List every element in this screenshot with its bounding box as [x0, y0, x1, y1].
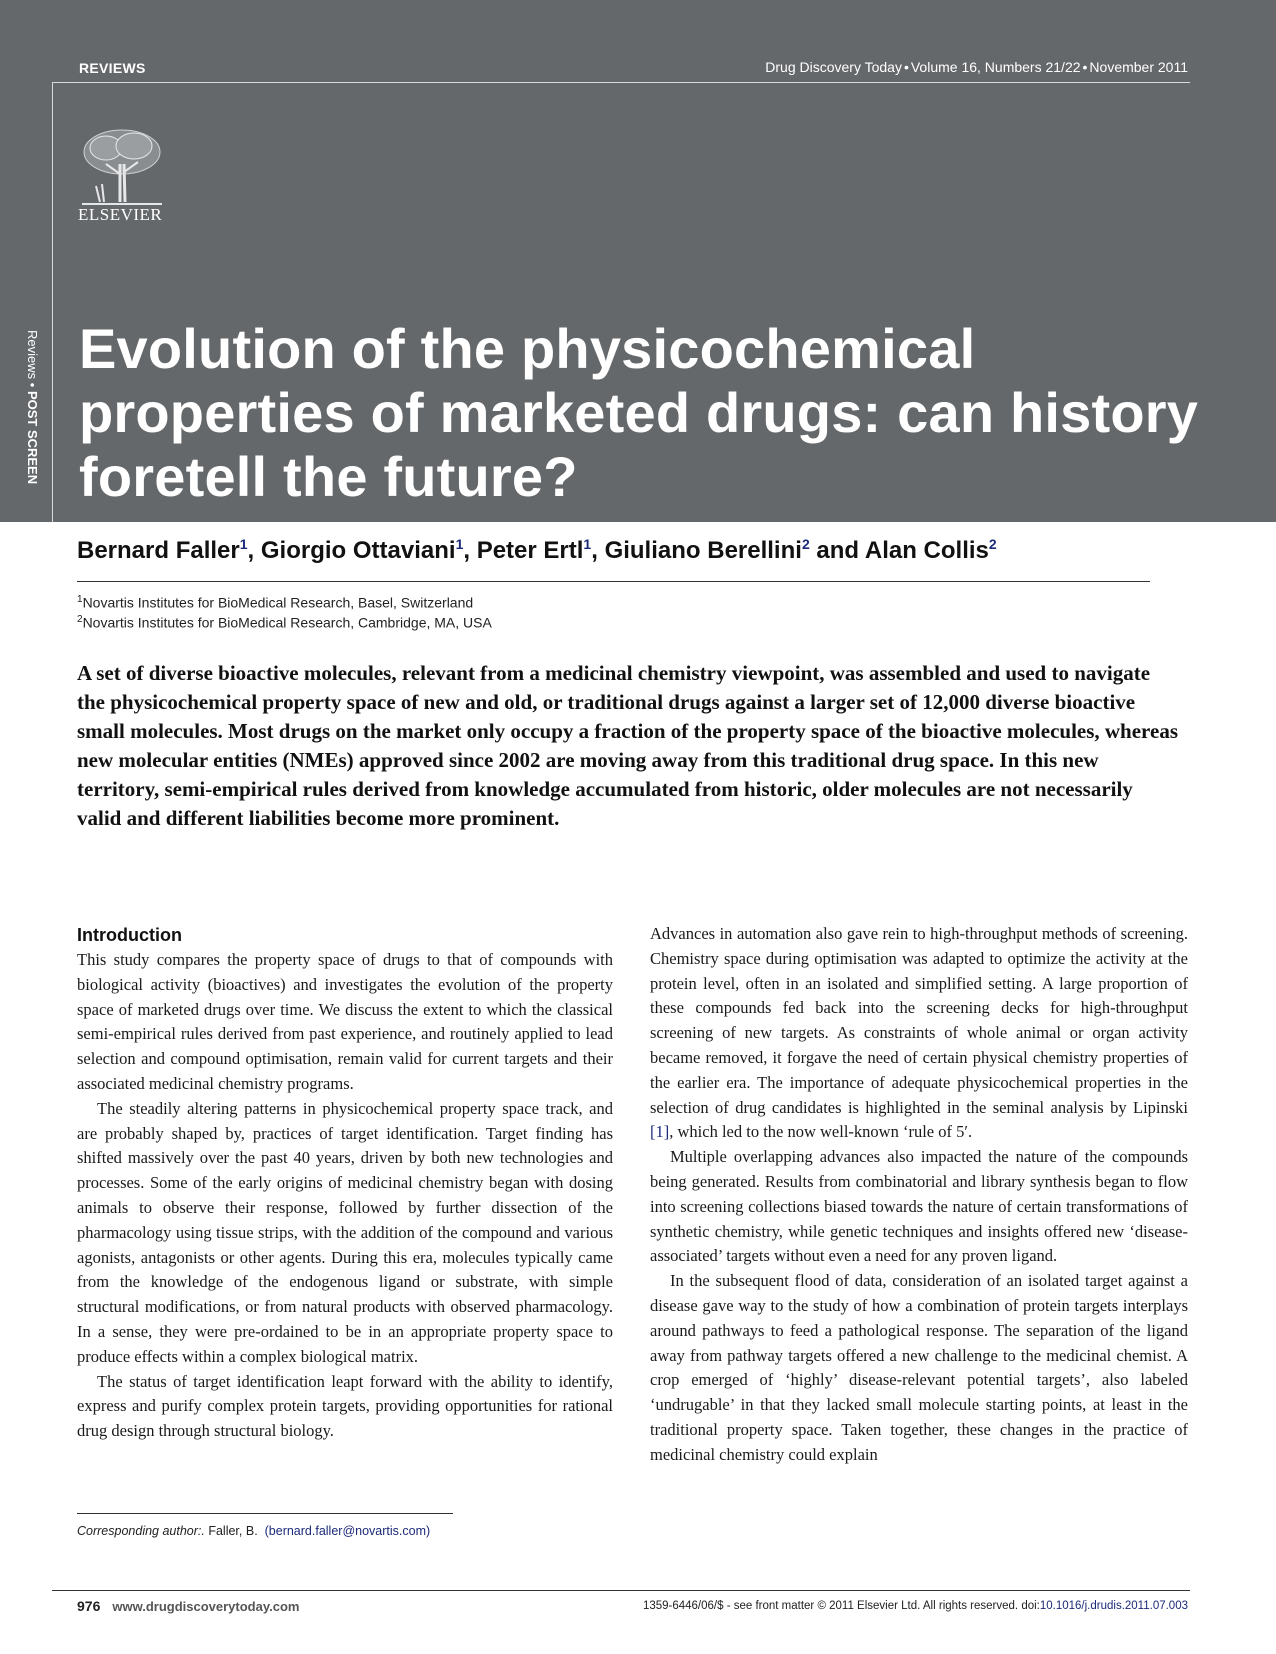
journal-volume: Volume 16, Numbers 21/22: [910, 59, 1081, 75]
paragraph: The steadily altering patterns in physicochemical property space track, and are probably shaped by, practices of target identification. Target finding has shifted massively over the past 40 years, driven by both new technologies and processes. Some of the early origins of medicinal chemistry began with dosing animals to observe their response, followed by further dissection of the pharmacology using tissue strips, with the addition of the compound and various agonists, antagonists or other agents. During this era, molecules typically came from the knowledge of the endogenous ligand or substrate, with simple structural modifications, or from natural products with observed pharmacology. In a sense, they were pre-ordained to be in an appropriate property space to produce effects within a complex biological matrix.: [77, 1098, 613, 1366]
reference-link[interactable]: [1]: [650, 1122, 670, 1142]
article-title: Evolution of the physicochemical properties of marketed drugs: can history foretell the future?: [79, 317, 1199, 508]
paragraph: Multiple overlapping advances also impacted the nature of the compounds being generated. Results from combinatorial and library synthesis began to flow into screening collections biased towards the nature of certain transformations of synthetic chemistry, while genetic techniques and insights offered new ‘disease-associated’ targets without even a need for any proven ligand.: [650, 1147, 1188, 1266]
paragraph: In the subsequent flood of data, consideration of an isolated target against a disease gave way to the study of how a combination of protein targets interplays around pathways to feed a pathological response. The separation of the ligand away from pathway targets offered a new challenge to the medicinal chemist. A crop emerged of ‘highly’ disease-relevant potential targets’, also labeled ‘undrugable’ in that they lacked small molecule starting points, at least in the traditional property space. Taken together, these changes in the practice of medicinal chemistry could explain: [650, 1271, 1188, 1464]
page-number: 976: [77, 1598, 101, 1614]
section-heading-introduction: Introduction: [77, 925, 182, 945]
body-column-right: [650, 922, 1188, 1468]
author-list: Bernard Faller$^1$, Giorgio Ottaviani$^1$, Peter Ertl$^1$, Giuliano Berellini$^2$ and Alan Collis$^2$: [77, 536, 997, 564]
body-column-left: [77, 922, 613, 1444]
journal-info: Drug Discovery Today • Volume 16, Numbers 21/22 • November 2011: [765, 59, 1188, 75]
affiliation-2: $^2$Novartis Institutes for BioMedical Research, Cambridge, MA, USA: [77, 614, 492, 631]
journal-name: Drug Discovery Today: [765, 59, 902, 75]
paragraph: The status of target identification leapt forward with the ability to identify, express and purify complex protein targets, providing opportunities for rational drug design through structural biology.: [77, 1371, 613, 1441]
paragraph: This study compares the property space of drugs to that of compounds with biological activity (bioactives) and investigates the evolution of the property space of marketed drugs over time. We discuss the extent to which the classical semi-empirical rules derived from past experience, and routinely applied to lead selection and compound optimisation, remain valid for current targets and their associated medicinal chemistry programs.: [77, 950, 613, 1093]
doi-link[interactable]: 10.1016/j.drudis.2011.07.003: [1039, 1600, 1188, 1612]
footer-left: [77, 1598, 299, 1614]
paragraph: Advances in automation also gave rein to high-throughput methods of screening. Chemistry space during optimisation was adapted to optimize the activity at the protein level, often in an isolated and simplified setting. A large proportion of these compounds fed back into the screening decks for high-throughput screening of new targets. As constraints of whole animal or organ activity became removed, it forgave the need of certain physical chemistry properties of the earlier era. The importance of adequate physicochemical properties in the selection of drug candidates is highlighted in the seminal analysis by Lipinski [1], which led to the now well-known ‘rule of 5′.: [650, 924, 1188, 1142]
author-email-link[interactable]: (bernard.faller@novartis.com): [264, 1524, 431, 1538]
banner-frame-left: [52, 82, 53, 522]
authors-divider: [77, 581, 1150, 582]
elsevier-wordmark: ELSEVIER: [78, 205, 163, 224]
footnote-divider: [77, 1513, 453, 1514]
side-tab: Reviews • POST SCREEN: [25, 330, 40, 485]
abstract: A set of diverse bioactive molecules, relevant from a medicinal chemistry viewpoint, was assembled and used to navigate the physicochemical property space of new and old, or traditional drugs against a larger set of 12,000 diverse bioactive small molecules. Most drugs on the market only occupy a fraction of the property space of the bioactive molecules, whereas new molecular entities (NMEs) approved since 2002 are moving away from this traditional drug space. In this new territory, semi-empirical rules derived from knowledge accumulated from historic, older molecules are not necessarily valid and different liabilities become more prominent.: [77, 661, 1178, 830]
banner-frame-top: [52, 82, 1190, 83]
journal-date: November 2011: [1089, 59, 1188, 75]
affiliation-1: $^1$Novartis Institutes for BioMedical Research, Basel, Switzerland: [77, 594, 474, 611]
footer-copyright: 1359-6446/06/$ - see front matter © 2011 Elsevier Ltd. All rights reserved. doi:10.1016/j.drudis.2011.07.003: [642, 1600, 1188, 1612]
corresponding-author-note: Corresponding author:. Faller, B. (bernard.faller@novartis.com): [77, 1524, 431, 1538]
footer-divider: [52, 1590, 1190, 1591]
journal-website-link[interactable]: www.drugdiscoverytoday.com: [112, 1599, 300, 1614]
section-label: REVIEWS: [79, 60, 146, 76]
